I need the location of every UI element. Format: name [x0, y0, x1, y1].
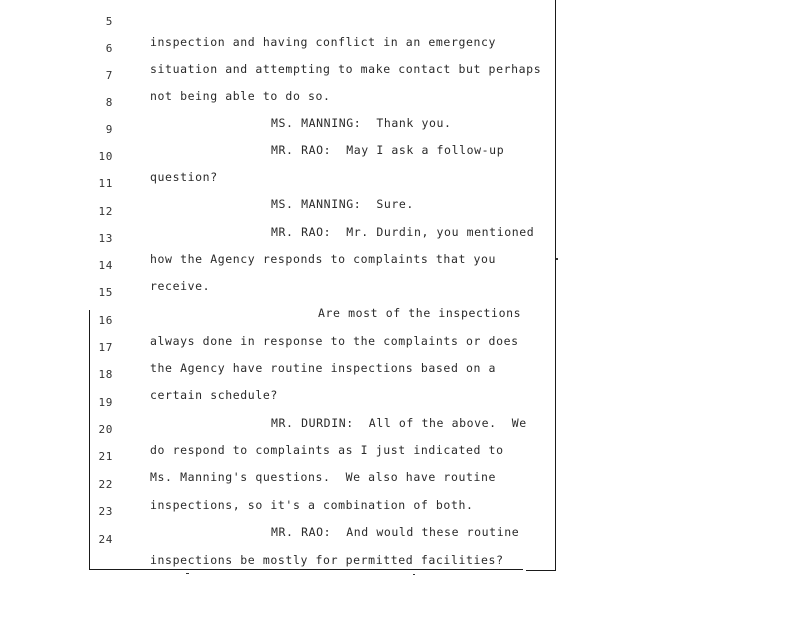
scan-speck	[556, 258, 558, 260]
line-number: 14	[98, 259, 113, 272]
line-number: 12	[98, 205, 113, 218]
line-number: 21	[98, 450, 113, 463]
line-text: MS. MANNING: Sure.	[271, 197, 414, 211]
line-number: 15	[98, 286, 113, 299]
line-text: MR. RAO: May I ask a follow-up	[271, 143, 505, 157]
page-border-bottom-segment	[526, 570, 556, 571]
scan-speck	[186, 573, 189, 574]
line-number: 8	[105, 96, 113, 109]
line-text: MS. MANNING: Thank you.	[271, 116, 452, 130]
line-number: 13	[98, 232, 113, 245]
line-text: question?	[150, 170, 218, 184]
transcript-line	[0, 0, 560, 49]
line-text: receive.	[150, 279, 211, 293]
line-text: certain schedule?	[150, 388, 278, 402]
line-text: inspection and having conflict in an emergency	[150, 35, 497, 49]
line-number: 6	[105, 42, 113, 55]
line-number: 24	[98, 533, 113, 546]
line-text: how the Agency responds to complaints that you	[150, 252, 497, 266]
line-text: always done in response to the complaints or does	[150, 334, 519, 348]
line-number: 20	[98, 423, 113, 436]
line-number: 22	[98, 478, 113, 491]
line-number: 5	[105, 15, 113, 28]
line-text: situation and attempting to make contact but perhaps	[150, 62, 542, 76]
line-number: 19	[98, 396, 113, 409]
line-number: 23	[98, 505, 113, 518]
scan-speck	[413, 574, 415, 575]
line-text: Ms. Manning's questions. We also have routine	[150, 470, 497, 484]
line-number: 18	[98, 368, 113, 381]
line-text: Are most of the inspections	[318, 306, 522, 320]
line-text: do respond to complaints as I just indicated to	[150, 443, 504, 457]
line-number: 10	[98, 150, 113, 163]
line-text: inspections, so it's a combination of both.	[150, 498, 474, 512]
line-text: MR. RAO: Mr. Durdin, you mentioned	[271, 225, 535, 239]
line-text: MR. RAO: And would these routine	[271, 525, 520, 539]
line-number: 9	[105, 123, 113, 136]
line-number: 7	[105, 69, 113, 82]
line-number: 11	[98, 177, 113, 190]
line-text: not being able to do so.	[150, 89, 331, 103]
line-text: inspections be mostly for permitted facilities?	[150, 553, 504, 567]
line-number: 17	[98, 341, 113, 354]
line-text: the Agency have routine inspections based on a	[150, 361, 497, 375]
line-number: 16	[98, 314, 113, 327]
line-text: MR. DURDIN: All of the above. We	[271, 416, 527, 430]
